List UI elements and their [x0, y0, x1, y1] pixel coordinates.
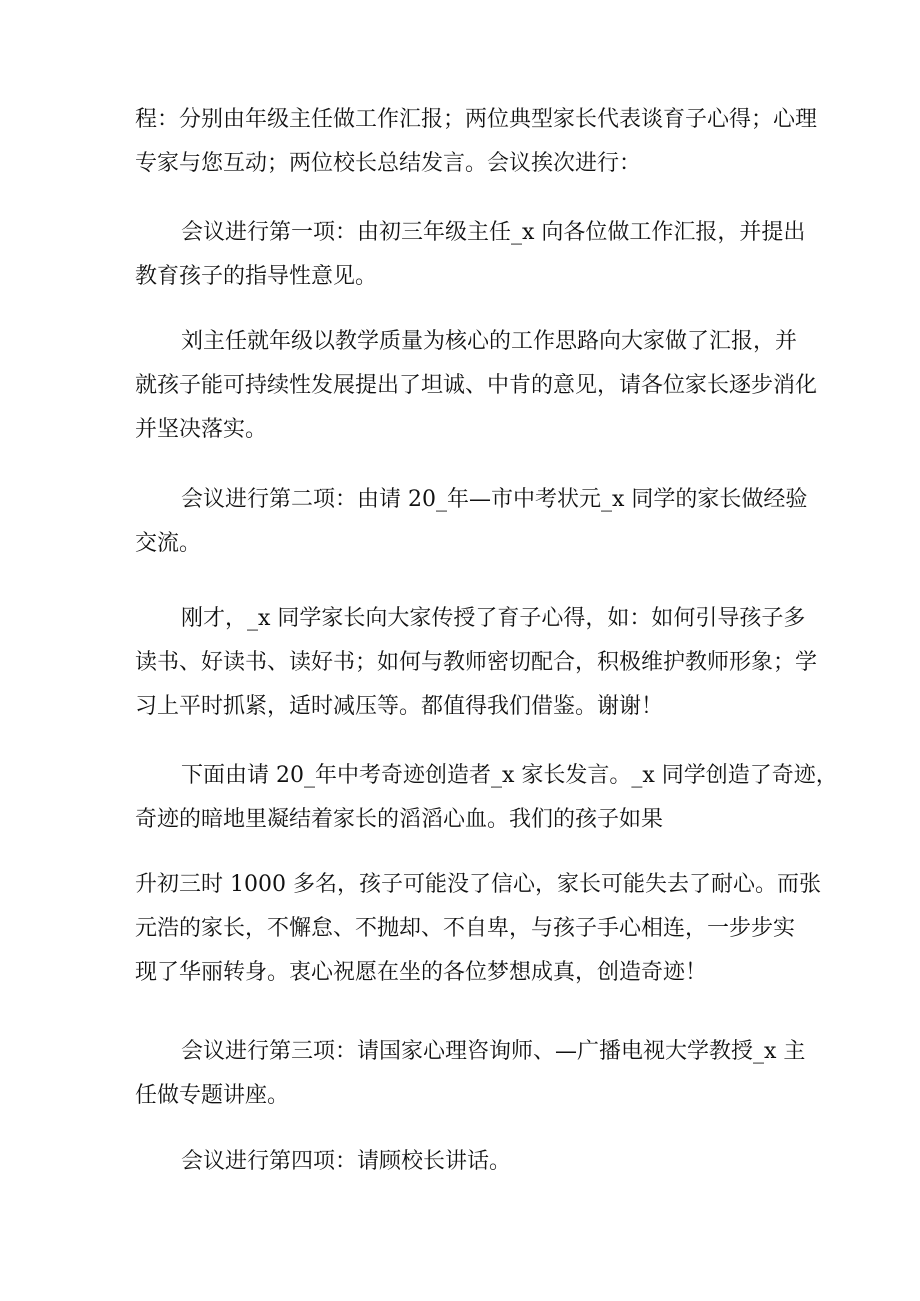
text-line: 会议进行第二项：由请 20_年—市中考状元_x 同学的家长做经验: [181, 487, 808, 512]
text-line: 刘主任就年级以教学质量为核心的工作思路向大家做了汇报，并: [181, 329, 798, 354]
paragraph: [135, 1140, 815, 1184]
text-line: 读书、好读书、读好书；如何与教师密切配合，积极维护教师形象；学: [135, 650, 818, 675]
text-line: 就孩子能可持续性发展提出了坦诚、中肯的意见，请各位家长逐步消化: [135, 373, 818, 398]
text-line: 习上平时抓紧，适时减压等。都值得我们借鉴。谢谢！: [135, 694, 664, 719]
text-line: 会议进行第四项：请顾校长讲话。: [181, 1149, 512, 1174]
paragraph: [135, 211, 815, 299]
text-line: 元浩的家长，不懈怠、不抛却、不自卑，与孩子手心相连，一步步实: [135, 916, 796, 941]
paragraph: [135, 863, 821, 995]
text-line: 会议进行第三项：请国家心理咨询师、—广播电视大学教授_x 主: [181, 1039, 806, 1064]
text-line: 会议进行第一项：由初三年级主任_x 向各位做工作汇报，并提出: [181, 220, 806, 245]
text-line: 交流。: [135, 531, 202, 556]
text-line: 升初三时 1000 多名，孩子可能没了信心，家长可能失去了耐心。而张: [135, 872, 821, 897]
text-line: 现了华丽转身。衷心祝愿在坐的各位梦想成真，创造奇迹！: [135, 960, 708, 985]
text-line: 并坚决落实。: [135, 417, 268, 442]
paragraph: [135, 597, 818, 729]
paragraph: [135, 98, 818, 186]
paragraph: [135, 320, 818, 452]
text-line: 下面由请 20_年中考奇迹创造者_x 家长发言。_x 同学创造了奇迹，: [181, 763, 838, 788]
text-line: 专家与您互动；两位校长总结发言。会议挨次进行：: [135, 151, 642, 176]
text-line: 奇迹的暗地里凝结着家长的滔滔心血。我们的孩子如果: [135, 807, 664, 832]
text-line: 教育孩子的指导性意见。: [135, 264, 378, 289]
paragraph: [135, 754, 838, 842]
text-line: 刚才，_x 同学家长向大家传授了育子心得，如：如何引导孩子多: [181, 606, 806, 631]
text-line: 程：分别由年级主任做工作汇报；两位典型家长代表谈育子心得；心理: [135, 107, 818, 132]
paragraph: [135, 1030, 815, 1118]
text-line: 任做专题讲座。: [135, 1083, 290, 1108]
paragraph: [135, 478, 815, 566]
